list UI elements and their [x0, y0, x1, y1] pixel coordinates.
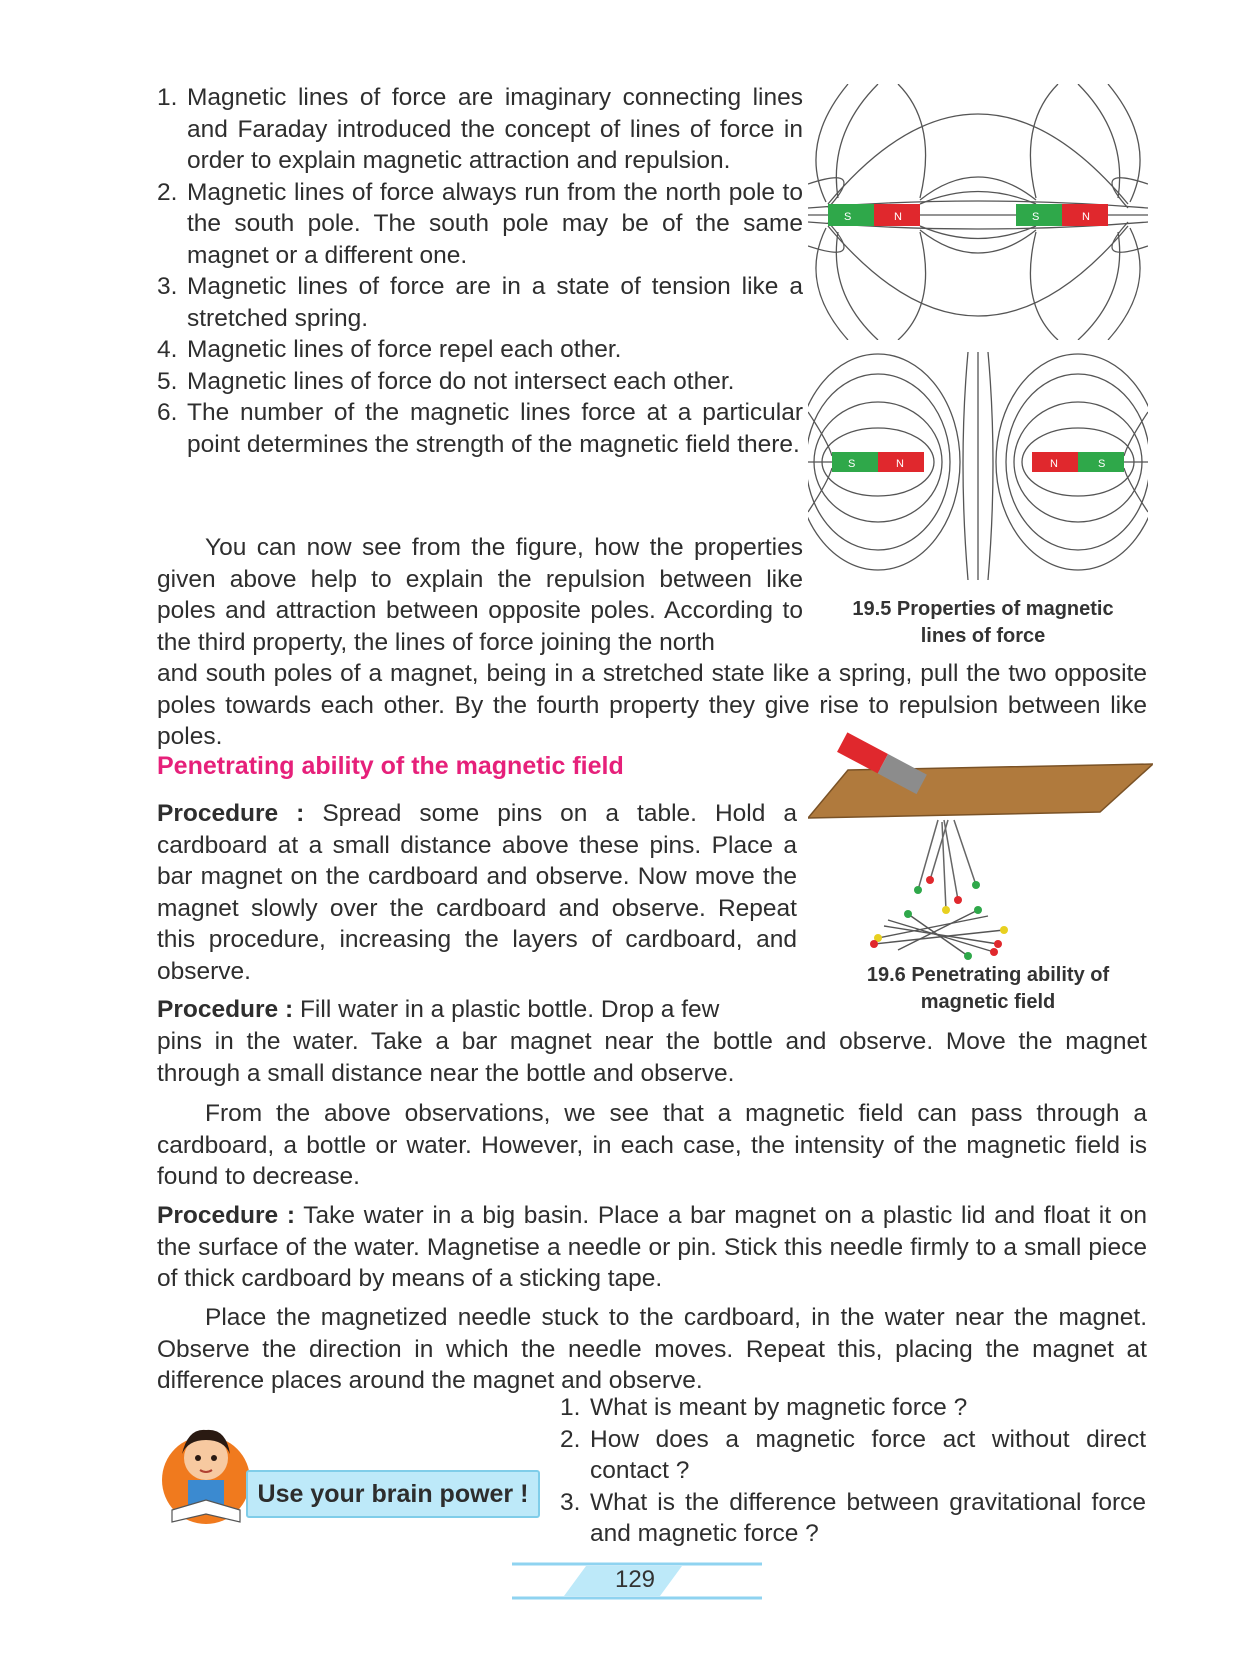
caption-line: lines of force: [920, 625, 1046, 647]
magnet-north-pole: [837, 732, 888, 773]
caption-line: 19.5 Properties of magnetic: [852, 598, 1114, 620]
list-item: 3. What is the difference between gravitational force and magnetic force ?: [560, 1488, 1146, 1547]
pole-label-n: N: [1082, 211, 1090, 223]
figure-repulsion-field-lines: [808, 352, 1148, 580]
pole-label-n: N: [896, 458, 904, 470]
procedure-paragraph: Procedure : Spread some pins on a table. Hold a cardboard at a small distance above these pins. Place a bar magnet on the cardboard and observe. Now move the magnet slowly over the cardboard and observe. Repeat this procedure, increasing the layers of cardboard, and observe.: [157, 800, 797, 985]
list-item: 1. Magnetic lines of force are imaginary connecting lines and Faraday introduced the concept of lines of force in order to explain magnetic attraction and repulsion.: [157, 84, 803, 174]
brain-power-questions: [560, 1392, 1146, 1550]
figure-penetrating-ability: [808, 730, 1153, 960]
procedure-label: Procedure :: [157, 800, 305, 827]
list-item: 6. The number of the magnetic lines force at a particular point determines the strength of the magnetic field there.: [157, 399, 803, 458]
needle-paragraph: Place the magnetized needle stuck to the cardboard, in the water near the magnet. Observe the direction in which the needle moves. Repeat this, placing the magnet at difference places around the magnet and observe.: [157, 1304, 1147, 1394]
procedure-paragraph: Procedure : Take water in a big basin. Place a bar magnet on a plastic lid and float it on the surface of the water. Magnetise a needle or pin. Stick this needle firmly to a small piece of thick cardboard by means of a sticking tape.: [157, 1202, 1147, 1292]
list-item: 2. How does a magnetic force act without direct contact ?: [560, 1425, 1146, 1484]
figure-explanation-paragraph: You can now see from the figure, how the properties given above help to explain the repulsion between like poles and attraction between opposite poles. According to the third property, the lines of force joining the north: [157, 534, 803, 656]
procedure-label: Procedure :: [157, 1202, 296, 1229]
section-heading: Penetrating ability of the magnetic field: [157, 752, 624, 780]
pole-label-n: N: [1050, 458, 1058, 470]
procedure-paragraph-continued: pins in the water. Take a bar magnet near the bottle and observe. Move the magnet through a small distance near the bottle and observe.: [157, 1028, 1147, 1087]
caption-line: 19.6 Penetrating ability of: [866, 964, 1110, 986]
brain-power-label: Use your brain power !: [246, 1470, 540, 1518]
brain-power-box: [158, 1418, 540, 1526]
list-item: 4. Magnetic lines of force repel each other.: [157, 336, 622, 363]
list-item: 3. Magnetic lines of force are in a state of tension like a stretched spring.: [157, 273, 803, 332]
properties-list: [157, 82, 803, 460]
figure-caption-19-6: [828, 962, 1148, 1016]
pole-label-s: S: [844, 211, 852, 223]
observations-paragraph: From the above observations, we see that a magnetic field can pass through a cardboard, a bottle or water. However, in each case, the intensity of the magnetic field is found to decrease.: [157, 1100, 1147, 1190]
procedure-paragraph: Procedure : Fill water in a plastic bottle. Drop a few: [157, 996, 720, 1023]
cardboard-sheet: [808, 764, 1153, 818]
procedure-label: Procedure :: [157, 996, 294, 1023]
pole-label-n: N: [894, 211, 902, 223]
figure-explanation-continued: and south poles of a magnet, being in a stretched state like a spring, pull the two opposite poles towards each other. By the fourth property they give rise to repulsion between like poles.: [157, 660, 1147, 750]
figure-attraction-field-lines: [808, 84, 1148, 340]
page-number: 129: [614, 1566, 656, 1593]
pole-label-s: S: [1032, 211, 1040, 223]
pole-label-s: S: [848, 458, 856, 470]
caption-line: magnetic field: [920, 991, 1056, 1013]
girl-reading-icon: [158, 1418, 254, 1526]
list-item: 2. Magnetic lines of force always run from the north pole to the south pole. The south pole may be of the same magnet or a different one.: [157, 178, 803, 269]
figure-caption-19-5: [818, 596, 1148, 650]
list-item: 1. What is meant by magnetic force ?: [560, 1394, 968, 1421]
pole-label-s: S: [1098, 458, 1106, 470]
list-item: 5. Magnetic lines of force do not intersect each other.: [157, 367, 735, 395]
